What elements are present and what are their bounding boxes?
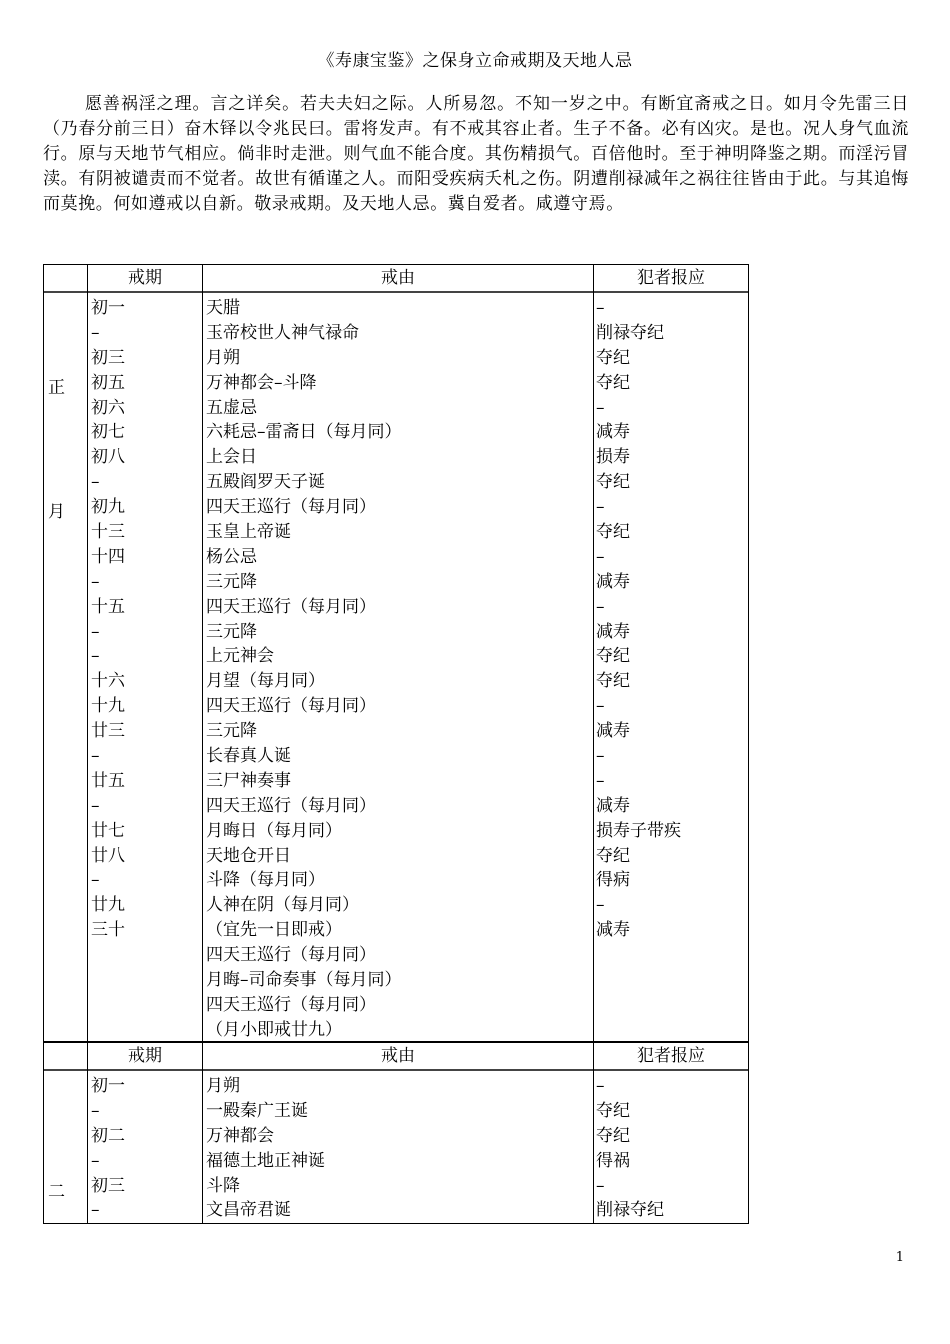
table-cell: 四天王巡行（每月同） bbox=[206, 596, 376, 617]
document-title: 《寿康宝鉴》之保身立命戒期及天地人忌 bbox=[317, 51, 633, 71]
table-cell: 廿八 bbox=[91, 845, 125, 866]
table-cell: 初一 bbox=[91, 298, 125, 318]
table-cell: 十九 bbox=[91, 696, 125, 717]
table-cell: 十四 bbox=[91, 546, 125, 567]
table-cell: 得病 bbox=[596, 870, 630, 891]
table-cell: – bbox=[91, 571, 100, 592]
table-cell: 斗降 bbox=[206, 1175, 240, 1196]
table-cell: – bbox=[91, 646, 100, 667]
table-cell: 四天王巡行（每月同） bbox=[206, 994, 376, 1015]
table-cell: – bbox=[596, 1175, 605, 1196]
schedule-table-month-2 bbox=[43, 1042, 749, 1224]
table-cell: 四天王巡行（每月同） bbox=[206, 497, 376, 518]
table-cell: 月朔 bbox=[206, 347, 240, 368]
table-cell: 文昌帝君诞 bbox=[206, 1200, 291, 1221]
table-cell: 万神都会 bbox=[206, 1125, 274, 1146]
table-cell: 上元神会 bbox=[206, 646, 274, 667]
table-cell: 三十 bbox=[91, 920, 125, 941]
table-cell: 夺纪 bbox=[596, 1100, 630, 1121]
table-cell: 损寿子带疾 bbox=[596, 820, 681, 841]
table-cell: 三元降 bbox=[206, 571, 257, 592]
month-label-top: 二 bbox=[48, 1182, 65, 1202]
table-cell: 四天王巡行（每月同） bbox=[206, 696, 376, 717]
table-cell: 十三 bbox=[91, 522, 125, 543]
table-cell: – bbox=[596, 696, 605, 717]
table-cell: 十六 bbox=[91, 671, 125, 692]
table-cell: – bbox=[596, 298, 605, 318]
table-header bbox=[44, 265, 748, 293]
header-penalty: 犯者报应 bbox=[637, 1046, 705, 1066]
table-cell: 夺纪 bbox=[596, 347, 630, 368]
table-cell: 夺纪 bbox=[596, 671, 630, 692]
table-cell: – bbox=[91, 1100, 100, 1121]
table-cell: 初九 bbox=[91, 497, 125, 518]
table-cell: 损寿 bbox=[596, 447, 630, 468]
table-cell: – bbox=[596, 397, 605, 418]
intro-paragraph: 愿善祸淫之理。言之详矣。若夫夫妇之际。人所易忽。不知一岁之中。有断宜斋戒之日。如月令先雷三日（乃春分前三日）奋木铎以令兆民曰。雷将发声。有不戒其容止者。生子不备。必有凶灾。是也。况人身气血流行。原与天地节气相应。倘非时走泄。则气血不能合度。其伤精损气。百倍他时。至于神明降鉴之期。而淫污冒渎。有阴被谴责而不觉者。故世有循谨之人。而阳受疾病夭札之伤。阴遭削禄减年之祸往往皆由于此。与其追悔而莫挽。何如遵戒以自新。敬录戒期。及天地人忌。冀自爱者。咸遵守焉。 bbox=[43, 94, 909, 214]
table-cell: 六耗忌–雷斋日（每月同） bbox=[206, 422, 402, 443]
table-cell: 五殿阎罗天子诞 bbox=[206, 472, 325, 493]
table-cell: 得祸 bbox=[596, 1150, 630, 1171]
header-reason: 戒由 bbox=[381, 1046, 415, 1066]
table-cell: 廿九 bbox=[91, 895, 125, 916]
table-cell: – bbox=[596, 546, 605, 567]
table-cell: 四天王巡行（每月同） bbox=[206, 795, 376, 816]
table-cell: 三尸神奏事 bbox=[206, 770, 291, 791]
table-cell: 夺纪 bbox=[596, 372, 630, 393]
table-cell: – bbox=[91, 1200, 100, 1221]
schedule-table-month-1 bbox=[43, 264, 749, 1042]
reason-column bbox=[206, 1074, 325, 1223]
header-date: 戒期 bbox=[128, 268, 162, 288]
table-cell: 初七 bbox=[91, 422, 125, 443]
page-number: 1 bbox=[895, 1250, 904, 1265]
table-cell: 减寿 bbox=[596, 621, 630, 642]
table-cell: 减寿 bbox=[596, 422, 630, 443]
date-column bbox=[91, 1074, 125, 1223]
table-cell: 月朔 bbox=[206, 1076, 240, 1096]
table-cell: 夺纪 bbox=[596, 1125, 630, 1146]
table-cell: 五虚忌 bbox=[206, 397, 257, 418]
table-cell: 初六 bbox=[91, 397, 125, 418]
table-cell: 上会日 bbox=[206, 447, 257, 468]
table-cell: 一殿秦广王诞 bbox=[206, 1100, 308, 1121]
table-cell: 玉皇上帝诞 bbox=[206, 522, 291, 543]
table-cell: 月晦日（每月同） bbox=[206, 820, 342, 841]
table-cell: （月小即戒廿九） bbox=[206, 1019, 342, 1040]
header-penalty: 犯者报应 bbox=[637, 268, 705, 288]
month-label-bottom: 月 bbox=[48, 502, 65, 522]
table-cell: 斗降（每月同） bbox=[206, 870, 325, 891]
table-cell: 削禄夺纪 bbox=[596, 1200, 664, 1221]
table-cell: 初三 bbox=[91, 1175, 125, 1196]
table-cell: 天地仓开日 bbox=[206, 845, 291, 866]
table-cell: 十五 bbox=[91, 596, 125, 617]
table-cell: （宜先一日即戒） bbox=[206, 920, 342, 941]
penalty-column bbox=[596, 1074, 664, 1223]
header-reason: 戒由 bbox=[381, 268, 415, 288]
table-cell: – bbox=[91, 746, 100, 767]
date-column bbox=[91, 296, 125, 943]
table-cell: – bbox=[596, 596, 605, 617]
table-cell: 廿七 bbox=[91, 820, 125, 841]
table-cell: 减寿 bbox=[596, 795, 630, 816]
table-cell: 减寿 bbox=[596, 721, 630, 742]
month-label-top: 正 bbox=[48, 378, 65, 398]
table-cell: 初一 bbox=[91, 1076, 125, 1096]
reason-column bbox=[206, 296, 402, 1043]
table-cell: – bbox=[596, 497, 605, 518]
table-cell: 初二 bbox=[91, 1125, 125, 1146]
table-cell: – bbox=[596, 1076, 605, 1096]
table-cell: – bbox=[91, 322, 100, 343]
table-cell: 天腊 bbox=[206, 298, 240, 318]
table-cell: – bbox=[91, 621, 100, 642]
table-cell: 初八 bbox=[91, 447, 125, 468]
table-cell: – bbox=[91, 870, 100, 891]
table-cell: – bbox=[91, 795, 100, 816]
table-cell: 长春真人诞 bbox=[206, 746, 291, 767]
table-cell: – bbox=[91, 472, 100, 493]
table-cell: 万神都会–斗降 bbox=[206, 372, 317, 393]
table-cell: 夺纪 bbox=[596, 522, 630, 543]
header-date: 戒期 bbox=[128, 1046, 162, 1066]
table-cell: – bbox=[596, 770, 605, 791]
table-cell: 夺纪 bbox=[596, 472, 630, 493]
table-cell: 月晦–司命奏事（每月同） bbox=[206, 970, 402, 991]
penalty-column bbox=[596, 296, 681, 943]
table-cell: 减寿 bbox=[596, 571, 630, 592]
table-cell: 三元降 bbox=[206, 621, 257, 642]
table-cell: 夺纪 bbox=[596, 845, 630, 866]
table-header bbox=[44, 1043, 748, 1071]
table-cell: – bbox=[596, 895, 605, 916]
table-cell: 三元降 bbox=[206, 721, 257, 742]
table-cell: – bbox=[596, 746, 605, 767]
table-cell: 玉帝校世人神气禄命 bbox=[206, 322, 359, 343]
table-cell: 廿五 bbox=[91, 770, 125, 791]
table-cell: 人神在阴（每月同） bbox=[206, 895, 359, 916]
table-cell: – bbox=[91, 1150, 100, 1171]
table-cell: 初三 bbox=[91, 347, 125, 368]
table-cell: 夺纪 bbox=[596, 646, 630, 667]
table-cell: 减寿 bbox=[596, 920, 630, 941]
table-cell: 初五 bbox=[91, 372, 125, 393]
table-cell: 廿三 bbox=[91, 721, 125, 742]
table-cell: 月望（每月同） bbox=[206, 671, 325, 692]
table-cell: 削禄夺纪 bbox=[596, 322, 664, 343]
table-cell: 杨公忌 bbox=[206, 546, 257, 567]
table-cell: 福德土地正神诞 bbox=[206, 1150, 325, 1171]
table-cell: 四天王巡行（每月同） bbox=[206, 945, 376, 966]
